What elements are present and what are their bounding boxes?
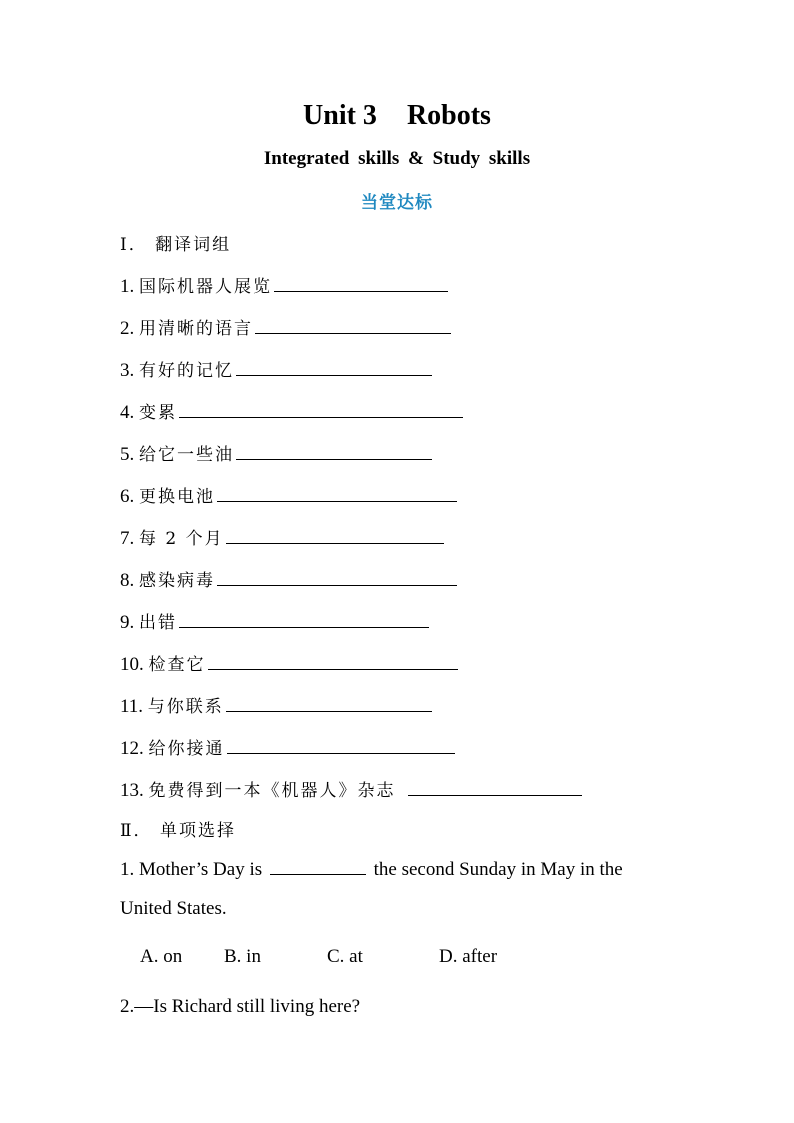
question-2: 2.—Is Richard still living here?	[120, 996, 361, 1017]
item-number: 3.	[120, 360, 135, 381]
item-text: 国际机器人展览	[139, 277, 272, 297]
section-banner: 当堂达标	[361, 193, 433, 213]
item-text: 给你接通	[148, 739, 225, 759]
item-text: 更换电池	[139, 487, 215, 507]
question-1	[120, 856, 623, 881]
item-number: 1.	[120, 276, 135, 297]
unit-label: Unit 3	[303, 100, 377, 131]
answer-blank[interactable]	[227, 735, 455, 754]
page-subtitle: Integrated skills & Study skills	[263, 148, 531, 169]
item-text: 出错	[139, 613, 177, 633]
answer-blank[interactable]	[236, 441, 432, 460]
option-a[interactable]: A. on	[140, 946, 183, 967]
item-number: 5.	[120, 444, 135, 465]
option-c[interactable]: C. at	[327, 946, 363, 967]
list-item	[120, 398, 463, 424]
item-text: 感染病毒	[139, 571, 215, 591]
answer-blank[interactable]	[208, 651, 458, 670]
answer-blank[interactable]	[217, 483, 457, 502]
answer-blank[interactable]	[274, 273, 448, 292]
answer-blank[interactable]	[255, 315, 451, 334]
item-text: 用清晰的语言	[139, 319, 253, 339]
answer-blank[interactable]	[226, 525, 444, 544]
item-number: 13.	[120, 780, 144, 801]
list-item	[120, 356, 432, 382]
answer-blank[interactable]	[217, 567, 457, 586]
question-1-stem: 1. Mother’s Day is	[120, 859, 263, 880]
question-1-stem-end: the second Sunday in May in the	[373, 859, 623, 880]
option-d[interactable]: D. after	[439, 946, 498, 967]
list-item	[120, 440, 432, 466]
item-text: 每 2 个月	[139, 529, 224, 549]
item-number: 6.	[120, 486, 135, 507]
list-item	[120, 692, 432, 718]
answer-blank[interactable]	[226, 693, 432, 712]
item-number: 4.	[120, 402, 135, 423]
question-1-continued: United States.	[120, 898, 227, 919]
answer-blank[interactable]	[270, 856, 366, 875]
item-text: 给它一些油	[139, 445, 234, 465]
item-number: 10.	[120, 654, 144, 675]
list-item	[120, 272, 448, 298]
section1-heading: Ⅰ． 翻译词组	[120, 235, 232, 255]
answer-blank[interactable]	[408, 777, 582, 796]
list-item	[120, 566, 457, 592]
list-item	[120, 314, 451, 340]
list-item	[120, 608, 429, 634]
item-text: 变累	[139, 403, 177, 423]
topic-label: Robots	[406, 100, 491, 131]
item-number: 2.	[120, 318, 135, 339]
section2-heading: Ⅱ． 单项选择	[120, 821, 236, 841]
list-item	[120, 734, 455, 760]
list-item	[120, 482, 457, 508]
item-text: 检查它	[148, 655, 206, 675]
item-text: 与你联系	[147, 697, 224, 717]
list-item	[120, 650, 458, 676]
page-title	[0, 100, 794, 132]
list-item	[120, 524, 444, 550]
answer-blank[interactable]	[179, 609, 429, 628]
item-number: 8.	[120, 570, 135, 591]
option-b[interactable]: B. in	[224, 946, 261, 967]
item-number: 11.	[120, 696, 144, 717]
item-text: 免费得到一本《机器人》杂志	[148, 781, 396, 801]
item-number: 12.	[120, 738, 144, 759]
item-number: 9.	[120, 612, 135, 633]
list-item	[120, 776, 582, 802]
item-text: 有好的记忆	[139, 361, 234, 381]
item-number: 7.	[120, 528, 135, 549]
answer-blank[interactable]	[179, 399, 463, 418]
answer-blank[interactable]	[236, 357, 432, 376]
